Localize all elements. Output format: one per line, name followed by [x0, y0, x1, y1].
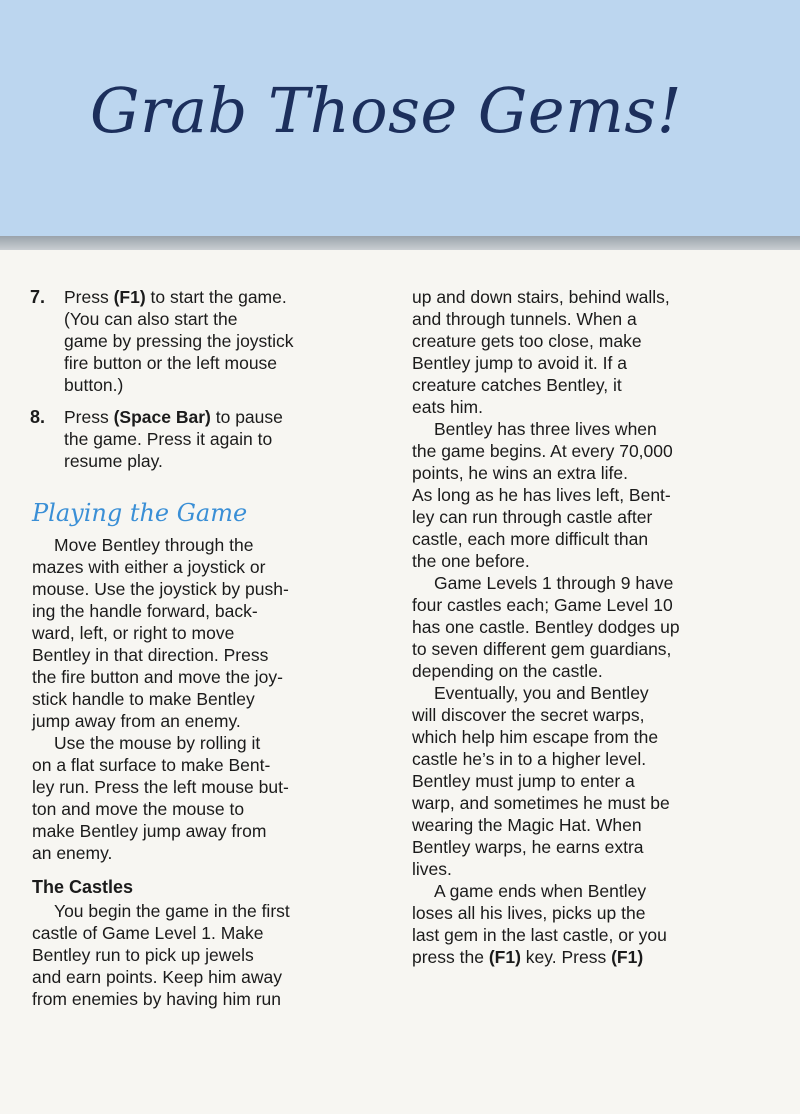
text-line: creature gets too close, make — [412, 331, 642, 351]
text-line — [64, 450, 350, 472]
playing-paragraphs — [30, 534, 350, 864]
text-line: wearing the Magic Hat. When — [412, 815, 642, 835]
text-line: ley run. Press the left mouse but- — [32, 777, 289, 797]
text-line: stick handle to make Bentley — [32, 689, 255, 709]
text-line: Move Bentley through the — [54, 535, 254, 555]
text-line: Bentley has three lives when — [434, 419, 657, 439]
body-paragraph — [410, 286, 770, 418]
body-paragraph — [30, 534, 350, 732]
continued-paragraph — [410, 286, 770, 418]
page-title: Grab Those Gems! — [90, 74, 683, 147]
text-line: lives. — [412, 859, 452, 879]
step-item — [30, 406, 350, 472]
text-line: ing the handle forward, back- — [32, 601, 258, 621]
text-line — [410, 946, 770, 968]
text-line: Use the mouse by rolling it — [54, 733, 261, 753]
body-paragraph — [30, 900, 350, 1010]
text-line: up and down stairs, behind walls, — [412, 287, 670, 307]
text-line: points, he wins an extra life. — [412, 463, 628, 483]
text-span: Press — [64, 287, 114, 307]
body-paragraph — [410, 682, 770, 880]
body-paragraph — [410, 418, 770, 572]
key-label: (Space Bar) — [113, 407, 211, 427]
key-label: (F1) — [611, 947, 644, 967]
key-label: (F1) — [113, 287, 146, 307]
text-span: key. Press — [520, 947, 612, 967]
text-line: jump away from an enemy. — [32, 711, 241, 731]
text-span: (You can also start the — [64, 309, 238, 329]
text-line — [410, 880, 770, 902]
body-paragraph — [30, 732, 350, 864]
text-line: creature catches Bentley, it — [412, 375, 622, 395]
text-line — [410, 902, 770, 924]
text-line: depending on the castle. — [412, 661, 603, 681]
text-line: make Bentley jump away from — [32, 821, 267, 841]
left-column — [30, 286, 350, 1010]
text-line: eats him. — [412, 397, 483, 417]
text-span: to pause — [210, 407, 283, 427]
right-paragraphs — [410, 418, 770, 880]
text-line: on a flat surface to make Bent- — [32, 755, 271, 775]
text-line: four castles each; Game Level 10 — [412, 595, 673, 615]
text-line: Bentley jump to avoid it. If a — [412, 353, 627, 373]
text-line — [64, 428, 350, 450]
text-line: has one castle. Bentley dodges up — [412, 617, 680, 637]
last-paragraph — [410, 880, 770, 968]
text-line: Bentley must jump to enter a — [412, 771, 635, 791]
text-line: and through tunnels. When a — [412, 309, 637, 329]
text-line: ton and move the mouse to — [32, 799, 245, 819]
text-line: to seven different gem guardians, — [412, 639, 672, 659]
text-line: the one before. — [412, 551, 530, 571]
text-span: last gem in the last castle, or you — [412, 925, 667, 945]
text-line — [64, 406, 350, 428]
step-number: 7. — [30, 287, 46, 307]
text-span: loses all his lives, picks up the — [412, 903, 646, 923]
text-line: warp, and sometimes he must be — [412, 793, 670, 813]
text-span: Press — [64, 407, 114, 427]
text-line — [64, 286, 350, 308]
text-line: and earn points. Keep him away — [32, 967, 283, 987]
text-span: the game. Press it again to — [64, 429, 273, 449]
text-span: game by pressing the joystick — [64, 331, 294, 351]
body-paragraph — [410, 572, 770, 682]
text-line — [64, 308, 350, 330]
text-span: button.) — [64, 375, 124, 395]
text-line: You begin the game in the first — [54, 901, 290, 921]
section-heading: Playing the Game — [32, 499, 248, 527]
text-line: mazes with either a joystick or — [32, 557, 266, 577]
text-line — [64, 330, 350, 352]
body-paragraph — [410, 880, 770, 968]
text-line: Eventually, you and Bentley — [434, 683, 649, 703]
text-line: As long as he has lives left, Bent- — [412, 485, 671, 505]
text-line: Bentley in that direction. Press — [32, 645, 269, 665]
text-line — [64, 374, 350, 396]
step-item — [30, 286, 350, 396]
subheading-castles: The Castles — [32, 877, 134, 897]
text-line: which help him escape from the — [412, 727, 659, 747]
text-line: castle, each more difficult than — [412, 529, 649, 549]
text-line: Bentley warps, he earns extra — [412, 837, 644, 857]
right-column — [410, 286, 770, 968]
text-line — [410, 924, 770, 946]
text-line: castle he’s in to a higher level. — [412, 749, 647, 769]
instruction-steps — [30, 286, 350, 472]
castles-paragraph — [30, 900, 350, 1010]
text-line — [64, 352, 350, 374]
text-line: castle of Game Level 1. Make — [32, 923, 264, 943]
text-span: press the — [412, 947, 489, 967]
text-span: resume play. — [64, 451, 163, 471]
text-line: Game Levels 1 through 9 have — [434, 573, 674, 593]
text-line: from enemies by having him run — [32, 989, 281, 1009]
text-line: mouse. Use the joystick by push- — [32, 579, 289, 599]
banner-divider — [0, 236, 800, 250]
step-number: 8. — [30, 407, 46, 427]
key-label: (F1) — [488, 947, 521, 967]
text-line: ward, left, or right to move — [32, 623, 235, 643]
text-line: the game begins. At every 70,000 — [412, 441, 673, 461]
text-span: fire button or the left mouse — [64, 353, 278, 373]
text-span: A game ends when Bentley — [434, 881, 647, 901]
text-line: ley can run through castle after — [412, 507, 653, 527]
text-line: Bentley run to pick up jewels — [32, 945, 254, 965]
text-span: to start the game. — [145, 287, 287, 307]
title-banner — [0, 0, 800, 236]
text-line: an enemy. — [32, 843, 113, 863]
text-line: the fire button and move the joy- — [32, 667, 283, 687]
text-line: will discover the secret warps, — [412, 705, 645, 725]
